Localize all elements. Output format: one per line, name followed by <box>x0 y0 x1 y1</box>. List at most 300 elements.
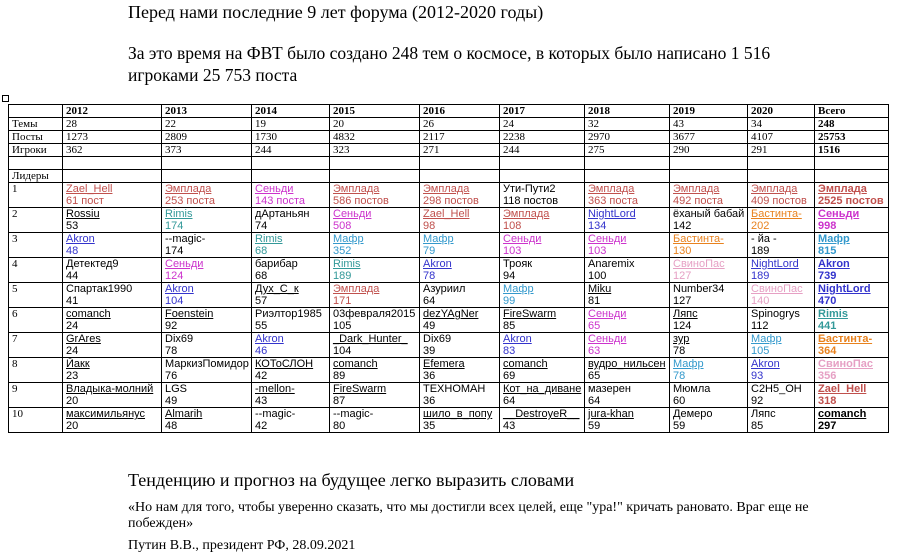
user-name-link[interactable]: Эмплада <box>673 183 720 195</box>
table-row <box>9 131 889 144</box>
user-name-link: 03февраля2015 <box>333 308 416 320</box>
post-count: 59 <box>673 420 686 432</box>
leader-cell <box>63 283 162 308</box>
leader-cell <box>420 358 500 383</box>
post-count: 20 <box>66 420 79 432</box>
leader-row <box>9 233 889 258</box>
post-count: 68 <box>255 245 268 257</box>
post-count: 79 <box>423 245 436 257</box>
post-count: 85 <box>503 320 516 332</box>
column-header: 2013 <box>162 105 252 118</box>
user-name-link[interactable]: Akron <box>255 333 284 345</box>
post-count: 998 <box>818 220 837 232</box>
user-name-link[interactable]: максимильянус <box>66 408 146 420</box>
post-count: 470 <box>818 295 837 307</box>
stat-value: 4107 <box>748 131 815 144</box>
user-name-link[interactable]: NightLord <box>588 208 636 220</box>
user-name-link[interactable]: Бастинта- <box>673 233 724 245</box>
user-name-link[interactable]: КОТоСЛОН <box>255 358 314 370</box>
user-name-link[interactable]: Сеньди <box>588 233 627 245</box>
user-name-link[interactable]: Akron <box>503 333 532 345</box>
column-header: 2018 <box>585 105 670 118</box>
user-name-link[interactable]: GrAres <box>66 333 101 345</box>
table-move-handle[interactable] <box>2 95 9 102</box>
stat-value: 291 <box>748 144 815 157</box>
user-name-link[interactable]: Rimis <box>165 208 193 220</box>
user-name-link[interactable]: jura-khan <box>588 408 634 420</box>
post-count: 64 <box>423 295 436 307</box>
post-count: 89 <box>333 370 346 382</box>
post-count: 174 <box>165 245 184 257</box>
leader-cell <box>500 183 585 208</box>
user-name-link[interactable]: Владыка-молний <box>66 383 154 395</box>
empty-cell <box>9 157 63 170</box>
user-name-link[interactable]: Сеньди <box>503 233 542 245</box>
leader-cell <box>63 183 162 208</box>
leader-row <box>9 408 889 433</box>
user-name-link: --magic- <box>165 233 206 245</box>
user-name-link[interactable]: Сеньди <box>165 258 204 270</box>
post-count: 492 поста <box>673 195 724 207</box>
leader-row <box>9 333 889 358</box>
post-count: 74 <box>255 220 268 232</box>
post-count: 104 <box>333 345 352 357</box>
post-count: 118 постов <box>503 195 559 207</box>
leaders-label: Лидеры <box>9 170 63 183</box>
user-name-link[interactable]: Мафр <box>818 233 850 245</box>
leader-cell <box>670 383 748 408</box>
post-count: 124 <box>673 320 692 332</box>
leader-cell <box>670 183 748 208</box>
stat-value: 2809 <box>162 131 252 144</box>
leader-cell <box>670 233 748 258</box>
leader-cell <box>748 358 815 383</box>
post-count: 100 <box>588 270 607 282</box>
leader-cell <box>420 308 500 333</box>
leader-cell <box>815 308 889 333</box>
user-name-link[interactable]: Akron <box>66 233 95 245</box>
post-count: 98 <box>423 220 436 232</box>
leader-cell <box>420 233 500 258</box>
user-name-link[interactable]: Foenstein <box>165 308 214 320</box>
stat-value: 43 <box>670 118 748 131</box>
leader-cell <box>815 358 889 383</box>
table-row-empty <box>9 157 889 170</box>
post-count: 92 <box>751 395 764 407</box>
user-name-link[interactable]: Ляпс <box>673 308 698 320</box>
column-header: 2012 <box>63 105 162 118</box>
leader-cell <box>585 183 670 208</box>
stat-value: 26 <box>420 118 500 131</box>
user-name-link[interactable]: __DestroyeR__ <box>503 408 580 420</box>
post-count: 57 <box>255 295 268 307</box>
user-name-link[interactable]: Мафр <box>423 233 454 245</box>
post-count: 174 <box>165 220 184 232</box>
post-count: 99 <box>503 295 516 307</box>
empty-cell <box>252 157 330 170</box>
post-count: 42 <box>255 370 268 382</box>
post-count: 78 <box>673 345 686 357</box>
leader-cell <box>252 283 330 308</box>
leader-cell <box>162 258 252 283</box>
user-name-link[interactable]: comanch <box>503 358 548 370</box>
post-count: 352 <box>333 245 352 257</box>
user-name-link: Ляпс <box>751 408 776 420</box>
leader-cell <box>670 258 748 283</box>
leader-cell <box>252 358 330 383</box>
post-count: 189 <box>751 245 770 257</box>
post-count: 65 <box>588 320 601 332</box>
leader-cell <box>748 408 815 433</box>
leader-cell <box>330 208 420 233</box>
leader-cell <box>815 183 889 208</box>
empty-cell <box>748 157 815 170</box>
table-header-row <box>9 105 889 118</box>
leader-cell <box>748 208 815 233</box>
user-name-link[interactable]: Дух_С_к <box>255 283 299 295</box>
user-name-link: C2H5_OH <box>751 383 802 395</box>
post-count: 39 <box>423 345 436 357</box>
user-name-link: МаркизПомидор <box>165 358 249 370</box>
column-header: 2016 <box>420 105 500 118</box>
leader-cell <box>420 283 500 308</box>
post-count: 140 <box>751 295 770 307</box>
user-name-link: Ути-Пути2 <box>503 183 556 195</box>
post-count: 298 постов <box>423 195 479 207</box>
user-name-link: Азуриил <box>423 283 466 295</box>
user-name-link[interactable]: СвиноПас <box>751 283 803 295</box>
post-count: 409 постов <box>751 195 807 207</box>
post-count: 49 <box>423 320 436 332</box>
post-count: 36 <box>423 370 436 382</box>
post-count: 586 постов <box>333 195 389 207</box>
user-name-link: ёханый бабай <box>673 208 745 220</box>
leader-row <box>9 183 889 208</box>
column-header: 2015 <box>330 105 420 118</box>
leader-cell <box>748 308 815 333</box>
user-name-link: Dix69 <box>423 333 452 345</box>
user-name-link[interactable]: Efemera <box>423 358 465 370</box>
user-name-link: Трояк <box>503 258 533 270</box>
post-count: 103 <box>503 245 522 257</box>
leader-cell <box>252 308 330 333</box>
empty-cell <box>500 157 585 170</box>
leader-cell <box>162 283 252 308</box>
row-label: Темы <box>9 118 63 131</box>
leader-row <box>9 283 889 308</box>
post-count: 297 <box>818 420 837 432</box>
user-name-link[interactable]: вудро_нильсен <box>588 358 666 370</box>
post-count: 356 <box>818 370 837 382</box>
post-count: 48 <box>66 245 79 257</box>
post-count: 24 <box>66 320 79 332</box>
post-count: 43 <box>255 395 268 407</box>
post-count: 143 поста <box>255 195 306 207</box>
user-name-link[interactable]: Мафр <box>333 233 364 245</box>
post-count: 127 <box>673 295 692 307</box>
user-name-link[interactable]: Rimis <box>333 258 361 270</box>
leader-cell <box>670 333 748 358</box>
row-label: Игроки <box>9 144 63 157</box>
stat-value: 275 <box>585 144 670 157</box>
quote-text: «Но нам для того, чтобы уверенно сказать, что мы достигли всех целей, еще "ура!" кричать рановато. Враг еще не побежден» <box>128 500 809 531</box>
leader-cell <box>63 333 162 358</box>
forum-stats-table <box>8 104 889 433</box>
leader-cell <box>162 408 252 433</box>
user-name-link: Мюмла <box>673 383 711 395</box>
user-name-link[interactable]: Almarih <box>165 408 203 420</box>
leader-cell <box>585 208 670 233</box>
user-name-link: Спартак1990 <box>66 283 133 295</box>
leader-cell <box>815 333 889 358</box>
user-name-link[interactable]: Akron <box>423 258 452 270</box>
post-count: 142 <box>673 220 692 232</box>
empty-cell <box>162 157 252 170</box>
stat-value: 362 <box>63 144 162 157</box>
post-count: 48 <box>165 420 178 432</box>
post-count: 64 <box>503 395 516 407</box>
user-name-link[interactable]: Эмплада <box>423 183 470 195</box>
stat-value: 248 <box>815 118 889 131</box>
leader-cell <box>748 383 815 408</box>
user-name-link[interactable]: Кот_на_диване <box>503 383 582 395</box>
post-count: 85 <box>751 420 764 432</box>
post-count: 92 <box>165 320 178 332</box>
stat-value: 2117 <box>420 131 500 144</box>
post-count: 441 <box>818 320 837 332</box>
user-name-link[interactable]: NightLord <box>751 258 799 270</box>
leader-cell <box>252 233 330 258</box>
leader-cell <box>585 233 670 258</box>
user-name-link[interactable]: Эмплада <box>588 183 635 195</box>
user-name-link[interactable]: Бастинта- <box>818 333 873 345</box>
post-count: 44 <box>66 270 79 282</box>
user-name-link[interactable]: зур <box>673 333 690 345</box>
empty-cell <box>162 170 252 183</box>
post-count: 189 <box>751 270 770 282</box>
user-name-link[interactable]: Rimis <box>818 308 848 320</box>
user-name-link[interactable]: Сеньди <box>588 308 627 320</box>
user-name-link[interactable]: dezYAgNer <box>423 308 479 320</box>
leader-cell <box>500 233 585 258</box>
post-count: 42 <box>255 420 268 432</box>
post-count: 189 <box>333 270 352 282</box>
leader-cell <box>815 208 889 233</box>
post-count: 83 <box>503 345 516 357</box>
post-count: 41 <box>66 295 79 307</box>
rank-cell: 9 <box>9 383 63 408</box>
leader-cell <box>500 208 585 233</box>
stat-value: 28 <box>63 118 162 131</box>
table-row <box>9 118 889 131</box>
user-name-link[interactable]: Эмплада <box>818 183 867 195</box>
leader-cell <box>500 358 585 383</box>
column-header: 2020 <box>748 105 815 118</box>
column-header: 2014 <box>252 105 330 118</box>
user-name-link[interactable]: шило_в_попу <box>423 408 493 420</box>
leader-cell <box>330 233 420 258</box>
empty-cell <box>63 157 162 170</box>
leader-cell <box>500 333 585 358</box>
stat-value: 4832 <box>330 131 420 144</box>
empty-cell <box>670 170 748 183</box>
leader-cell <box>63 308 162 333</box>
empty-cell <box>252 170 330 183</box>
leader-cell <box>162 308 252 333</box>
leader-cell <box>815 408 889 433</box>
post-count: 103 <box>588 245 607 257</box>
user-name-link[interactable]: NightLord <box>818 283 871 295</box>
user-name-link[interactable]: Сеньди <box>818 208 860 220</box>
user-name-link[interactable]: Бастинта- <box>751 208 802 220</box>
post-count: 2525 постов <box>818 195 884 207</box>
empty-cell <box>420 170 500 183</box>
user-name-link[interactable]: Zael_Hell <box>818 383 867 395</box>
post-count: 59 <box>588 420 601 432</box>
user-name-link[interactable]: FireSwarm <box>503 308 557 320</box>
user-name-link[interactable]: comanch <box>818 408 867 420</box>
stat-value: 1730 <box>252 131 330 144</box>
user-name-link[interactable]: -mellon- <box>255 383 295 395</box>
leader-row <box>9 208 889 233</box>
rank-cell: 5 <box>9 283 63 308</box>
leader-cell <box>585 333 670 358</box>
leader-cell <box>420 333 500 358</box>
user-name-link: ТЕХНОМАН <box>423 383 486 395</box>
post-count: 94 <box>503 270 516 282</box>
user-name-link[interactable]: Rimis <box>255 233 283 245</box>
rank-cell: 2 <box>9 208 63 233</box>
stat-value: 373 <box>162 144 252 157</box>
post-count: 23 <box>66 370 79 382</box>
user-name-link[interactable]: _Dark_Hunter_ <box>333 333 408 345</box>
leader-cell <box>815 233 889 258</box>
user-name-link[interactable]: Akron <box>165 283 194 295</box>
post-count: 35 <box>423 420 436 432</box>
summary-text: За это время на ФВТ было создано 248 тем о космосе, в которых было написано 1 516 игроками 25 753 поста <box>128 43 771 85</box>
leader-cell <box>330 408 420 433</box>
user-name-link[interactable]: СвиноПас <box>673 258 725 270</box>
user-name-link[interactable]: Эмплада <box>333 283 380 295</box>
leader-cell <box>252 383 330 408</box>
user-name-link[interactable]: Эмплада <box>165 183 212 195</box>
leader-row <box>9 358 889 383</box>
user-name-link[interactable]: Эмплада <box>333 183 380 195</box>
quote-signature: Путин В.В., президент РФ, 28.09.2021 <box>128 538 356 553</box>
user-name-link: дАртаньян <box>255 208 310 220</box>
leader-cell <box>330 308 420 333</box>
empty-cell <box>420 157 500 170</box>
post-count: 81 <box>588 295 601 307</box>
empty-cell <box>815 170 889 183</box>
leader-cell <box>748 258 815 283</box>
post-count: 24 <box>66 345 79 357</box>
leader-row <box>9 258 889 283</box>
column-header: 2019 <box>670 105 748 118</box>
empty-cell <box>815 157 889 170</box>
leader-cell <box>63 358 162 383</box>
empty-cell <box>748 170 815 183</box>
leader-cell <box>420 183 500 208</box>
leader-cell <box>420 408 500 433</box>
user-name-link[interactable]: Сеньди <box>333 208 372 220</box>
forecast-title: Тенденцию и прогноз на будущее легко выразить словами <box>128 470 575 490</box>
user-name-link: Риэлтор1985 <box>255 308 322 320</box>
leader-cell <box>330 383 420 408</box>
post-count: 105 <box>333 320 352 332</box>
leader-cell <box>500 308 585 333</box>
leader-cell <box>670 208 748 233</box>
leader-cell <box>585 383 670 408</box>
user-name-link[interactable]: Йакк <box>66 358 90 370</box>
post-count: 55 <box>255 320 268 332</box>
post-count: 65 <box>588 370 601 382</box>
empty-cell <box>585 170 670 183</box>
user-name-link[interactable]: Мафр <box>673 358 704 370</box>
empty-cell <box>330 170 420 183</box>
leader-cell <box>162 233 252 258</box>
user-name-link[interactable]: Эмплада <box>751 183 798 195</box>
stat-value: 32 <box>585 118 670 131</box>
user-name-link[interactable]: Мафр <box>503 283 534 295</box>
user-name-link[interactable]: FireSwarm <box>333 383 387 395</box>
leaders-label-row <box>9 170 889 183</box>
leader-cell <box>63 233 162 258</box>
rank-cell: 7 <box>9 333 63 358</box>
leader-cell <box>330 258 420 283</box>
post-count: 68 <box>255 270 268 282</box>
user-name-link[interactable]: Akron <box>751 358 780 370</box>
user-name-link[interactable]: Miku <box>588 283 612 295</box>
empty-cell <box>63 170 162 183</box>
leader-cell <box>420 258 500 283</box>
leader-cell <box>63 408 162 433</box>
user-name-link[interactable]: comanch <box>66 308 111 320</box>
rank-cell: 6 <box>9 308 63 333</box>
stat-value: 22 <box>162 118 252 131</box>
post-count: 318 <box>818 395 837 407</box>
user-name-link[interactable]: comanch <box>333 358 378 370</box>
user-name-link: Anaremix <box>588 258 635 270</box>
post-count: 61 пост <box>66 195 104 207</box>
user-name-link: Демеро <box>673 408 713 420</box>
leader-cell <box>162 383 252 408</box>
post-count: 36 <box>423 395 436 407</box>
user-name-link[interactable]: Сеньди <box>255 183 294 195</box>
post-count: 64 <box>588 395 601 407</box>
leader-cell <box>162 333 252 358</box>
user-name-link[interactable]: Сеньди <box>588 333 627 345</box>
user-name-link[interactable]: Rossiu <box>66 208 100 220</box>
leader-cell <box>63 383 162 408</box>
user-name-link[interactable]: Zael_Hell <box>423 208 470 220</box>
user-name-link[interactable]: Akron <box>818 258 850 270</box>
user-name-link[interactable]: Zael_Hell <box>66 183 113 195</box>
post-count: 130 <box>673 245 692 257</box>
leader-cell <box>420 208 500 233</box>
stat-value: 3677 <box>670 131 748 144</box>
stat-value: 1273 <box>63 131 162 144</box>
leader-cell <box>252 408 330 433</box>
leader-cell <box>252 183 330 208</box>
leader-cell <box>63 208 162 233</box>
user-name-link: Детектед9 <box>66 258 119 270</box>
user-name-link[interactable]: СвиноПас <box>818 358 873 370</box>
post-count: 78 <box>423 270 436 282</box>
leader-cell <box>585 258 670 283</box>
user-name-link[interactable]: Эмплада <box>503 208 550 220</box>
user-name-link[interactable]: Мафр <box>751 333 782 345</box>
